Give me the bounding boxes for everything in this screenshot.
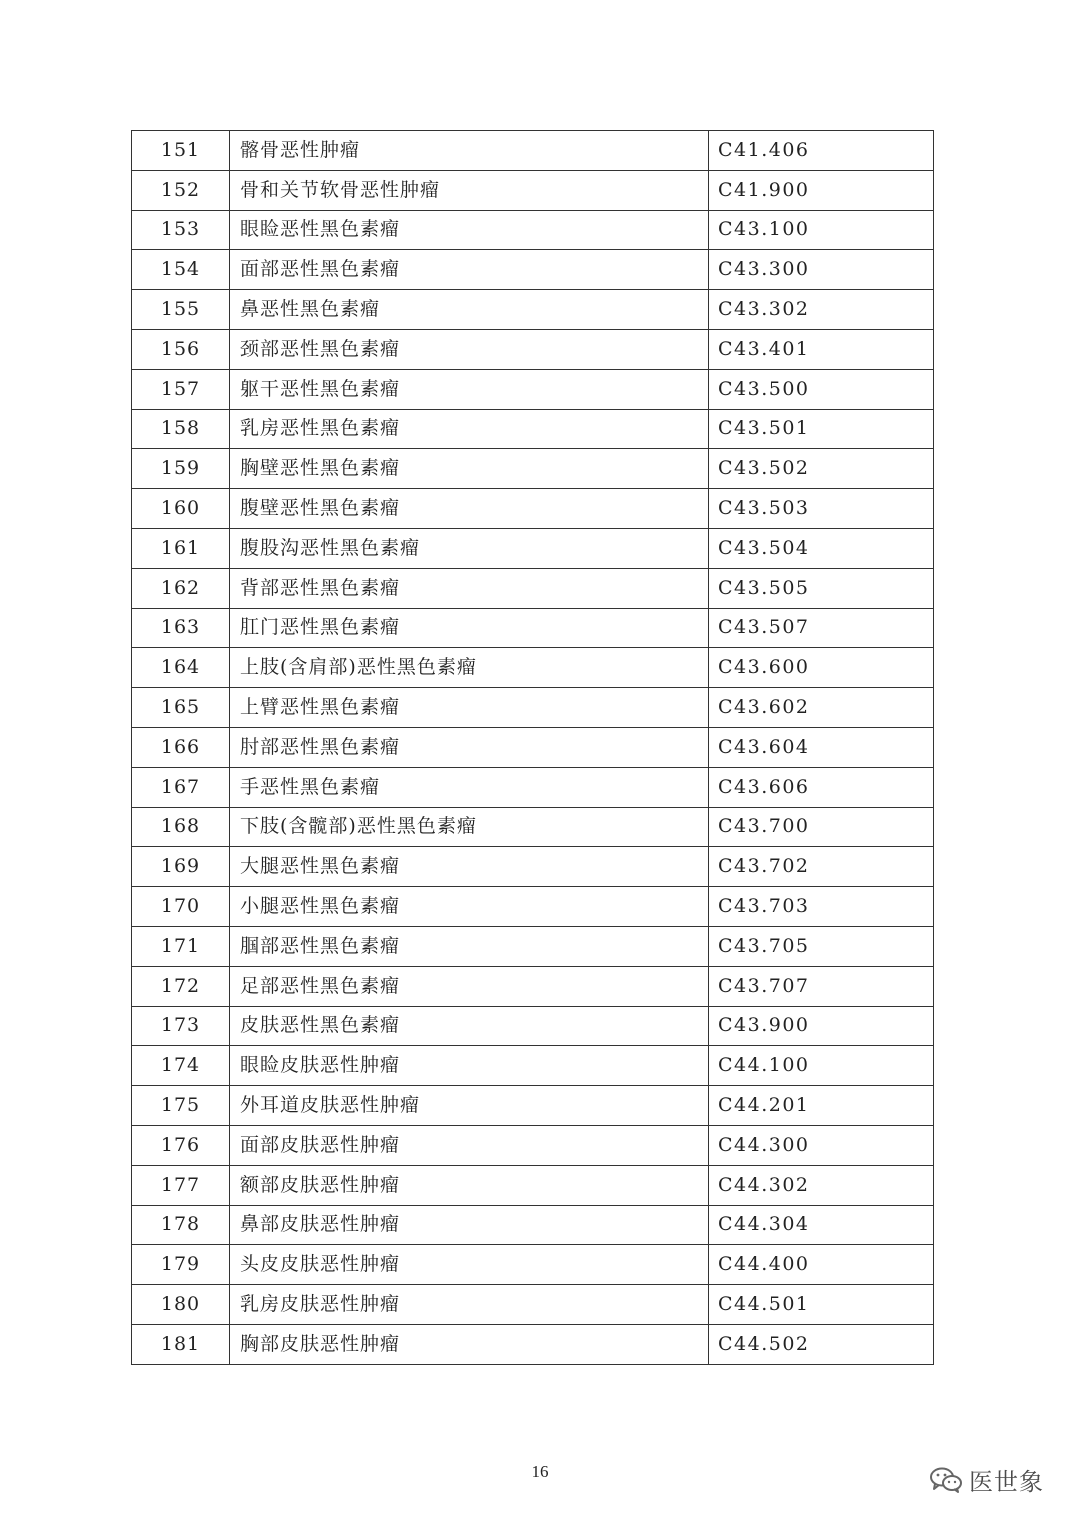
disease-name-cell: 背部恶性黑色素瘤 [230,568,709,608]
disease-name-cell: 额部皮肤恶性肿瘤 [230,1165,709,1205]
disease-name-cell: 腹壁恶性黑色素瘤 [230,489,709,529]
disease-name-cell: 躯干恶性黑色素瘤 [230,369,709,409]
disease-code-cell: C43.302 [709,290,934,330]
row-number-cell: 173 [132,1006,230,1046]
table-row [132,847,934,887]
row-number-cell: 158 [132,409,230,449]
disease-name-cell: 肛门恶性黑色素瘤 [230,608,709,648]
disease-name-cell: 肘部恶性黑色素瘤 [230,727,709,767]
disease-code-cell: C43.500 [709,369,934,409]
disease-code-cell: C43.702 [709,847,934,887]
row-number-cell: 171 [132,926,230,966]
table-row [132,727,934,767]
page-number: 16 [531,1462,549,1481]
table-row [132,648,934,688]
table-row [132,329,934,369]
disease-code-cell: C43.502 [709,449,934,489]
disease-name-cell: 面部皮肤恶性肿瘤 [230,1125,709,1165]
table-row [132,887,934,927]
row-number-cell: 170 [132,887,230,927]
disease-code-cell: C41.406 [709,131,934,171]
row-number-cell: 156 [132,329,230,369]
disease-name-cell: 鼻恶性黑色素瘤 [230,290,709,330]
row-number-cell: 174 [132,1046,230,1086]
disease-name-cell: 上臂恶性黑色素瘤 [230,688,709,728]
table-row [132,926,934,966]
wechat-icon [929,1466,963,1494]
disease-name-cell: 下肢(含髋部)恶性黑色素瘤 [230,807,709,847]
disease-code-cell: C43.705 [709,926,934,966]
disease-code-cell: C43.501 [709,409,934,449]
row-number-cell: 153 [132,210,230,250]
disease-code-cell: C43.507 [709,608,934,648]
disease-name-cell: 髂骨恶性肿瘤 [230,131,709,171]
table-row [132,250,934,290]
disease-name-cell: 腘部恶性黑色素瘤 [230,926,709,966]
disease-name-cell: 乳房皮肤恶性肿瘤 [230,1285,709,1325]
table-row [132,409,934,449]
disease-name-cell: 眼睑皮肤恶性肿瘤 [230,1046,709,1086]
disease-name-cell: 手恶性黑色素瘤 [230,767,709,807]
table-row [132,608,934,648]
row-number-cell: 162 [132,568,230,608]
table-row [132,807,934,847]
disease-code-cell: C43.504 [709,528,934,568]
disease-code-cell: C43.700 [709,807,934,847]
row-number-cell: 175 [132,1086,230,1126]
table-row [132,170,934,210]
row-number-cell: 155 [132,290,230,330]
table-row [132,1165,934,1205]
row-number-cell: 152 [132,170,230,210]
table-row [132,131,934,171]
table-row [132,1285,934,1325]
disease-name-cell: 小腿恶性黑色素瘤 [230,887,709,927]
table-row [132,1125,934,1165]
disease-code-cell: C43.300 [709,250,934,290]
disease-code-cell: C44.502 [709,1324,934,1364]
disease-code-cell: C43.900 [709,1006,934,1046]
disease-name-cell: 胸壁恶性黑色素瘤 [230,449,709,489]
disease-code-cell: C44.100 [709,1046,934,1086]
disease-code-cell: C43.401 [709,329,934,369]
disease-code-cell: C43.503 [709,489,934,529]
disease-code-cell: C43.703 [709,887,934,927]
table-row [132,1205,934,1245]
table-row [132,449,934,489]
disease-name-cell: 乳房恶性黑色素瘤 [230,409,709,449]
table-row [132,1046,934,1086]
row-number-cell: 167 [132,767,230,807]
disease-code-cell: C44.201 [709,1086,934,1126]
table-row [132,568,934,608]
disease-code-cell: C41.900 [709,170,934,210]
disease-code-cell: C43.707 [709,966,934,1006]
table-row [132,290,934,330]
row-number-cell: 165 [132,688,230,728]
disease-code-cell: C43.606 [709,767,934,807]
table-row [132,966,934,1006]
disease-code-table [131,130,934,1365]
disease-name-cell: 足部恶性黑色素瘤 [230,966,709,1006]
disease-name-cell: 大腿恶性黑色素瘤 [230,847,709,887]
disease-name-cell: 上肢(含肩部)恶性黑色素瘤 [230,648,709,688]
table-row [132,767,934,807]
row-number-cell: 151 [132,131,230,171]
row-number-cell: 160 [132,489,230,529]
row-number-cell: 177 [132,1165,230,1205]
disease-name-cell: 眼睑恶性黑色素瘤 [230,210,709,250]
row-number-cell: 166 [132,727,230,767]
table-row [132,489,934,529]
disease-code-cell: C43.602 [709,688,934,728]
disease-name-cell: 头皮皮肤恶性肿瘤 [230,1245,709,1285]
row-number-cell: 169 [132,847,230,887]
disease-name-cell: 腹股沟恶性黑色素瘤 [230,528,709,568]
watermark-text: 医世象 [969,1468,1044,1496]
disease-name-cell: 鼻部皮肤恶性肿瘤 [230,1205,709,1245]
row-number-cell: 172 [132,966,230,1006]
row-number-cell: 178 [132,1205,230,1245]
row-number-cell: 163 [132,608,230,648]
disease-code-table-container [131,130,934,1365]
disease-code-cell: C43.505 [709,568,934,608]
table-row [132,1086,934,1126]
disease-code-cell: C43.100 [709,210,934,250]
disease-name-cell: 骨和关节软骨恶性肿瘤 [230,170,709,210]
row-number-cell: 180 [132,1285,230,1325]
disease-code-cell: C44.302 [709,1165,934,1205]
table-row [132,210,934,250]
table-row [132,1245,934,1285]
table-row [132,688,934,728]
row-number-cell: 181 [132,1324,230,1364]
disease-name-cell: 胸部皮肤恶性肿瘤 [230,1324,709,1364]
disease-code-cell: C43.604 [709,727,934,767]
table-body [132,131,934,1365]
table-row [132,1324,934,1364]
row-number-cell: 157 [132,369,230,409]
row-number-cell: 176 [132,1125,230,1165]
table-row [132,528,934,568]
disease-code-cell: C44.304 [709,1205,934,1245]
table-row [132,369,934,409]
row-number-cell: 159 [132,449,230,489]
disease-code-cell: C43.600 [709,648,934,688]
disease-name-cell: 面部恶性黑色素瘤 [230,250,709,290]
row-number-cell: 168 [132,807,230,847]
disease-code-cell: C44.501 [709,1285,934,1325]
disease-code-cell: C44.400 [709,1245,934,1285]
disease-name-cell: 外耳道皮肤恶性肿瘤 [230,1086,709,1126]
disease-code-cell: C44.300 [709,1125,934,1165]
table-row [132,1006,934,1046]
disease-name-cell: 皮肤恶性黑色素瘤 [230,1006,709,1046]
watermark [929,1462,1044,1497]
row-number-cell: 154 [132,250,230,290]
disease-name-cell: 颈部恶性黑色素瘤 [230,329,709,369]
row-number-cell: 164 [132,648,230,688]
row-number-cell: 179 [132,1245,230,1285]
row-number-cell: 161 [132,528,230,568]
